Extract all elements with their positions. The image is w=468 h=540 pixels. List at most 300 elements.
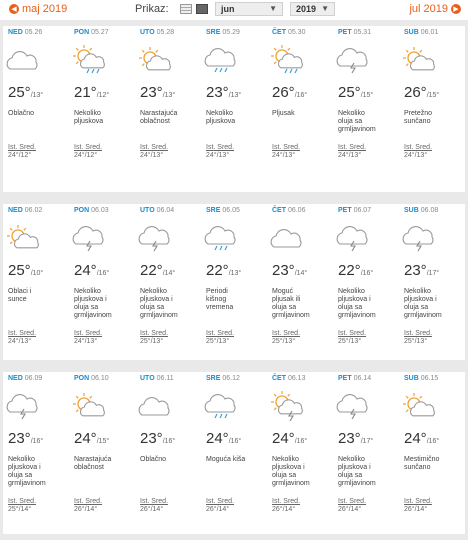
chevron-down-icon: ▼: [321, 4, 329, 13]
day-header: [338, 375, 371, 382]
day-cell[interactable]: [201, 26, 267, 192]
day-description-line: Moguć: [272, 288, 294, 295]
max-temperature: 23°: [404, 262, 427, 279]
temperature: [140, 430, 175, 448]
historical-average[interactable]: [8, 144, 36, 160]
week-panel: [3, 372, 465, 534]
cloud-lightning-icon: [400, 223, 440, 255]
historical-average-label: Ist. Sred.: [8, 330, 37, 337]
day-date: 06.07: [353, 207, 372, 214]
day-description-line: sunčano: [404, 464, 431, 471]
historical-average[interactable]: [74, 144, 102, 160]
min-temperature: /15°: [426, 92, 440, 99]
day-name: SRE: [206, 375, 221, 382]
day-description-line: Nekoliko: [74, 110, 101, 117]
historical-average-label: Ist. Sred.: [338, 144, 367, 151]
year-select[interactable]: [290, 2, 335, 16]
year-select-value: 2019: [296, 4, 317, 14]
min-temperature: /15°: [360, 92, 374, 99]
day-header: [8, 207, 42, 214]
day-description-line: oluja sa: [140, 304, 165, 311]
day-description-line: sunce: [8, 296, 27, 303]
week-row: [0, 366, 468, 540]
day-cell[interactable]: [267, 26, 333, 192]
day-cell[interactable]: [333, 26, 399, 192]
max-temperature: 24°: [404, 430, 427, 447]
day-description-line: pljuskova i: [272, 464, 305, 471]
list-view-icon[interactable]: [180, 4, 192, 14]
day-date: 06.14: [353, 375, 372, 382]
cloud-icon: [268, 223, 308, 255]
day-date: 06.05: [222, 207, 240, 214]
day-date: 06.04: [156, 207, 175, 214]
day-description-line: Narastajuća: [74, 456, 112, 463]
historical-average-label: Ist. Sred.: [8, 144, 37, 151]
day-name: ČET: [272, 375, 286, 382]
day-date: 06.12: [222, 375, 240, 382]
view-label: Prikaz:: [135, 3, 169, 15]
day-name: UTO: [140, 375, 155, 382]
day-description: [206, 110, 266, 126]
min-temperature: /15°: [96, 438, 110, 445]
day-header: [206, 29, 240, 36]
temperature: [8, 262, 43, 280]
day-description-line: vremena: [206, 304, 234, 311]
min-temperature: /13°: [228, 92, 242, 99]
day-description-line: oluja sa: [338, 304, 363, 311]
cloud-lightning-icon: [136, 223, 176, 255]
day-header: [140, 29, 174, 36]
day-description: [140, 288, 200, 320]
min-temperature: /16°: [30, 438, 44, 445]
max-temperature: 24°: [74, 262, 97, 279]
min-temperature: /13°: [30, 92, 44, 99]
historical-average-label: Ist. Sred.: [206, 330, 235, 337]
week-panel: [3, 26, 465, 192]
historical-average-value: 24°/13°: [74, 338, 98, 345]
day-cell[interactable]: [201, 204, 267, 360]
min-temperature: /17°: [360, 438, 374, 445]
day-description-line: pljuskova: [206, 118, 236, 125]
cloud-lightning-icon: [334, 391, 374, 423]
max-temperature: 22°: [206, 262, 229, 279]
historical-average[interactable]: [272, 330, 300, 346]
historical-average-value: 24°/12°: [8, 152, 32, 159]
day-header: [74, 207, 109, 214]
day-header: [272, 29, 305, 36]
min-temperature: /13°: [162, 92, 176, 99]
day-description-line: Narastajuća: [140, 110, 178, 117]
cloud-rain-icon: [202, 45, 242, 77]
cloud-lightning-icon: [70, 223, 110, 255]
historical-average-label: Ist. Sred.: [404, 498, 433, 505]
arrow-right-icon: ▶: [451, 4, 461, 14]
day-name: PON: [74, 375, 90, 382]
day-cell[interactable]: [3, 372, 69, 534]
max-temperature: 23°: [140, 84, 163, 101]
temperature: [272, 430, 307, 448]
day-description-line: Oblaci i: [8, 288, 32, 295]
min-temperature: /12°: [96, 92, 110, 99]
top-navigation: [0, 0, 468, 20]
day-description-line: grmljavinom: [8, 480, 46, 487]
min-temperature: /13°: [228, 270, 242, 277]
day-header: [74, 29, 109, 36]
day-cell[interactable]: [399, 372, 465, 534]
grid-view-icon[interactable]: [196, 4, 208, 14]
previous-month-link[interactable]: [9, 3, 67, 15]
day-description-line: grmljavinom: [74, 312, 112, 319]
day-description-line: pljuskova i: [140, 296, 173, 303]
day-description-line: Nekoliko: [206, 110, 233, 117]
day-name: PET: [338, 207, 352, 214]
historical-average[interactable]: [140, 144, 168, 160]
historical-average-label: Ist. Sred.: [338, 498, 367, 505]
day-description: [74, 288, 134, 320]
day-header: [404, 207, 438, 214]
historical-average[interactable]: [272, 144, 300, 160]
historical-average[interactable]: [74, 330, 102, 346]
day-name: SRE: [206, 29, 221, 36]
day-description: [140, 456, 200, 464]
day-cell[interactable]: [135, 204, 201, 360]
sun-cloud-icon: [400, 45, 440, 77]
min-temperature: /14°: [294, 270, 308, 277]
day-name: SUB: [404, 207, 419, 214]
temperature: [338, 262, 373, 280]
day-description-line: grmljavinom: [140, 312, 178, 319]
day-cell[interactable]: [267, 372, 333, 534]
day-description-line: pljuskova i: [338, 296, 371, 303]
day-description-line: Nekoliko: [272, 456, 299, 463]
day-header: [8, 375, 42, 382]
day-date: 06.01: [420, 29, 439, 36]
day-description-line: Nekoliko: [338, 110, 365, 117]
max-temperature: 23°: [206, 84, 229, 101]
cloud-lightning-icon: [4, 391, 44, 423]
day-date: 05.26: [24, 29, 43, 36]
max-temperature: 22°: [338, 262, 361, 279]
day-description: [404, 456, 464, 472]
historical-average-value: 24°/13°: [272, 152, 296, 159]
historical-average-label: Ist. Sred.: [206, 498, 235, 505]
week-row: [0, 198, 468, 366]
temperature: [206, 430, 241, 448]
max-temperature: 25°: [338, 84, 361, 101]
day-description-line: pljuskova: [74, 118, 104, 125]
day-name: SUB: [404, 29, 419, 36]
day-name: UTO: [140, 29, 155, 36]
temperature: [338, 84, 373, 102]
historical-average-value: 24°/13°: [206, 152, 230, 159]
temperature: [74, 84, 109, 102]
historical-average-label: Ist. Sred.: [140, 144, 169, 151]
day-description: [74, 456, 134, 472]
sun-cloud-icon: [400, 391, 440, 423]
historical-average[interactable]: [404, 330, 432, 346]
previous-month-label: maj 2019: [22, 3, 68, 15]
historical-average-value: 26°/14°: [74, 506, 98, 513]
max-temperature: 26°: [272, 84, 295, 101]
temperature: [140, 262, 175, 280]
min-temperature: /16°: [228, 438, 242, 445]
historical-average[interactable]: [8, 330, 36, 346]
day-cell[interactable]: [135, 372, 201, 534]
day-header: [404, 375, 438, 382]
historical-average[interactable]: [140, 498, 168, 514]
day-name: UTO: [140, 207, 155, 214]
day-name: NED: [8, 375, 23, 382]
historical-average-value: 24°/12°: [74, 152, 98, 159]
max-temperature: 21°: [74, 84, 97, 101]
max-temperature: 24°: [74, 430, 97, 447]
day-header: [338, 207, 371, 214]
temperature: [206, 262, 241, 280]
cloud-icon: [4, 45, 44, 77]
min-temperature: /16°: [162, 438, 176, 445]
day-date: 05.28: [156, 29, 175, 36]
historical-average-value: 25°/13°: [272, 338, 296, 345]
day-description-line: pljuskova i: [8, 464, 41, 471]
day-name: PET: [338, 375, 352, 382]
historical-average-value: 25°/13°: [140, 338, 164, 345]
day-header: [338, 29, 371, 36]
next-month-link[interactable]: [409, 3, 461, 15]
day-cell[interactable]: [399, 26, 465, 192]
temperature: [8, 84, 43, 102]
day-description-line: pljusak ili: [272, 296, 301, 303]
historical-average[interactable]: [206, 330, 234, 346]
sun-cloud-lightning-icon: [268, 391, 308, 423]
day-date: 06.11: [156, 375, 174, 382]
day-name: NED: [8, 207, 23, 214]
day-description-line: oluja sa: [8, 472, 33, 479]
historical-average-value: 25°/13°: [206, 338, 230, 345]
day-header: [206, 207, 240, 214]
historical-average-label: Ist. Sred.: [404, 330, 433, 337]
week-panel: [3, 204, 465, 360]
day-date: 05.31: [353, 29, 372, 36]
day-date: 06.06: [287, 207, 306, 214]
day-description-line: grmljavinom: [272, 312, 310, 319]
historical-average[interactable]: [338, 144, 366, 160]
day-description: [74, 110, 134, 126]
day-description-line: oluja sa: [338, 118, 363, 125]
day-description-line: Mestimično: [404, 456, 440, 463]
day-description-line: Oblačno: [8, 110, 35, 117]
historical-average-label: Ist. Sred.: [140, 498, 169, 505]
day-description-line: oluja sa: [74, 304, 99, 311]
day-description-line: Nekoliko: [404, 288, 431, 295]
day-cell[interactable]: [333, 204, 399, 360]
sun-cloud-icon: [70, 391, 110, 423]
max-temperature: 23°: [338, 430, 361, 447]
day-name: PET: [338, 29, 352, 36]
day-header: [272, 375, 305, 382]
day-name: PON: [74, 207, 90, 214]
temperature: [404, 262, 439, 280]
day-cell[interactable]: [267, 204, 333, 360]
day-header: [74, 375, 109, 382]
day-description-line: oluja sa: [338, 472, 363, 479]
day-description: [206, 456, 266, 464]
historical-average-label: Ist. Sred.: [272, 144, 301, 151]
day-header: [140, 207, 174, 214]
cloud-lightning-icon: [334, 223, 374, 255]
min-temperature: /16°: [294, 438, 308, 445]
day-header: [272, 207, 305, 214]
historical-average-label: Ist. Sred.: [74, 498, 103, 505]
day-name: ČET: [272, 207, 286, 214]
historical-average-value: 25°/13°: [338, 338, 362, 345]
historical-average[interactable]: [8, 498, 36, 514]
day-cell[interactable]: [69, 26, 135, 192]
min-temperature: /17°: [426, 270, 440, 277]
day-header: [140, 375, 174, 382]
historical-average-label: Ist. Sred.: [140, 330, 169, 337]
day-header: [8, 29, 42, 36]
sun-cloud-rain-icon: [268, 45, 308, 77]
day-description: [272, 456, 332, 488]
temperature: [74, 430, 109, 448]
day-name: NED: [8, 29, 23, 36]
day-name: SRE: [206, 207, 221, 214]
day-description-line: grmljavinom: [272, 480, 310, 487]
historical-average-label: Ist. Sred.: [272, 498, 301, 505]
day-description: [272, 288, 332, 320]
day-description-line: Nekoliko: [338, 456, 365, 463]
next-month-label: jul 2019: [409, 3, 448, 15]
day-description-line: oblačnost: [74, 464, 104, 471]
day-description: [338, 110, 398, 134]
day-name: PON: [74, 29, 90, 36]
temperature: [338, 430, 373, 448]
day-date: 06.13: [287, 375, 306, 382]
historical-average-value: 26°/14°: [140, 506, 164, 513]
day-description: [140, 110, 200, 126]
day-date: 06.08: [420, 207, 439, 214]
day-description: [206, 288, 266, 312]
historical-average[interactable]: [140, 330, 168, 346]
min-temperature: /16°: [426, 438, 440, 445]
historical-average-label: Ist. Sred.: [206, 144, 235, 151]
cloud-lightning-icon: [334, 45, 374, 77]
sun-cloud-icon: [136, 45, 176, 77]
day-description-line: oluja sa: [272, 304, 297, 311]
day-description-line: Moguća kiša: [206, 456, 246, 463]
day-description: [8, 456, 68, 488]
day-description-line: sunčano: [404, 118, 431, 125]
historical-average-value: 26°/14°: [272, 506, 296, 513]
max-temperature: 24°: [206, 430, 229, 447]
temperature: [404, 84, 439, 102]
historical-average-value: 25°/14°: [8, 506, 32, 513]
day-cell[interactable]: [399, 204, 465, 360]
historical-average[interactable]: [404, 144, 432, 160]
day-description-line: grmljavinom: [338, 480, 376, 487]
day-date: 06.10: [91, 375, 109, 382]
day-description-line: Nekoliko: [8, 456, 35, 463]
day-cell[interactable]: [135, 26, 201, 192]
max-temperature: 22°: [140, 262, 163, 279]
historical-average[interactable]: [206, 144, 234, 160]
day-cell[interactable]: [3, 26, 69, 192]
day-description: [338, 288, 398, 320]
day-description: [272, 110, 332, 118]
historical-average[interactable]: [272, 498, 300, 514]
historical-average-label: Ist. Sred.: [74, 144, 103, 151]
week-row: [0, 20, 468, 198]
day-description-line: Pljusak: [272, 110, 295, 117]
historical-average-label: Ist. Sred.: [272, 330, 301, 337]
day-date: 06.03: [91, 207, 109, 214]
max-temperature: 26°: [404, 84, 427, 101]
month-select-value: jun: [221, 4, 235, 14]
historical-average[interactable]: [338, 498, 366, 514]
historical-average-label: Ist. Sred.: [404, 144, 433, 151]
temperature: [404, 430, 439, 448]
cloud-icon: [136, 391, 176, 423]
day-description-line: Nekoliko: [74, 288, 101, 295]
historical-average[interactable]: [206, 498, 234, 514]
day-description-line: grmljavinom: [338, 312, 376, 319]
chevron-down-icon: ▼: [269, 4, 277, 13]
temperature: [272, 84, 307, 102]
month-select[interactable]: [215, 2, 283, 16]
day-cell[interactable]: [69, 204, 135, 360]
day-name: ČET: [272, 29, 286, 36]
day-date: 06.02: [24, 207, 43, 214]
day-date: 06.09: [24, 375, 43, 382]
day-description-line: oluja sa: [272, 472, 297, 479]
historical-average-value: 25°/13°: [404, 338, 428, 345]
historical-average-value: 24°/13°: [338, 152, 362, 159]
historical-average[interactable]: [338, 330, 366, 346]
historical-average[interactable]: [74, 498, 102, 514]
day-description-line: grmljavinom: [404, 312, 442, 319]
day-cell[interactable]: [3, 204, 69, 360]
day-cell[interactable]: [201, 372, 267, 534]
day-cell[interactable]: [69, 372, 135, 534]
historical-average-value: 24°/13°: [404, 152, 428, 159]
cloud-rain-icon: [202, 223, 242, 255]
day-description-line: pljuskova i: [338, 464, 371, 471]
day-name: SUB: [404, 375, 419, 382]
sun-cloud-icon: [4, 223, 44, 255]
min-temperature: /16°: [294, 92, 308, 99]
historical-average-label: Ist. Sred.: [74, 330, 103, 337]
day-date: 06.15: [420, 375, 439, 382]
max-temperature: 25°: [8, 84, 31, 101]
historical-average[interactable]: [404, 498, 432, 514]
day-description-line: Nekoliko: [140, 288, 167, 295]
historical-average-value: 26°/14°: [206, 506, 230, 513]
day-description-line: kišnog: [206, 296, 227, 303]
historical-average-value: 26°/14°: [338, 506, 362, 513]
day-description-line: Pretežno: [404, 110, 433, 117]
day-description-line: Nekoliko: [338, 288, 365, 295]
max-temperature: 23°: [272, 262, 295, 279]
historical-average-value: 24°/13°: [140, 152, 164, 159]
historical-average-value: 24°/13°: [8, 338, 32, 345]
temperature: [74, 262, 109, 280]
historical-average-label: Ist. Sred.: [338, 330, 367, 337]
max-temperature: 23°: [8, 430, 31, 447]
min-temperature: /16°: [360, 270, 374, 277]
day-cell[interactable]: [333, 372, 399, 534]
day-date: 05.29: [222, 29, 240, 36]
min-temperature: /10°: [30, 270, 44, 277]
